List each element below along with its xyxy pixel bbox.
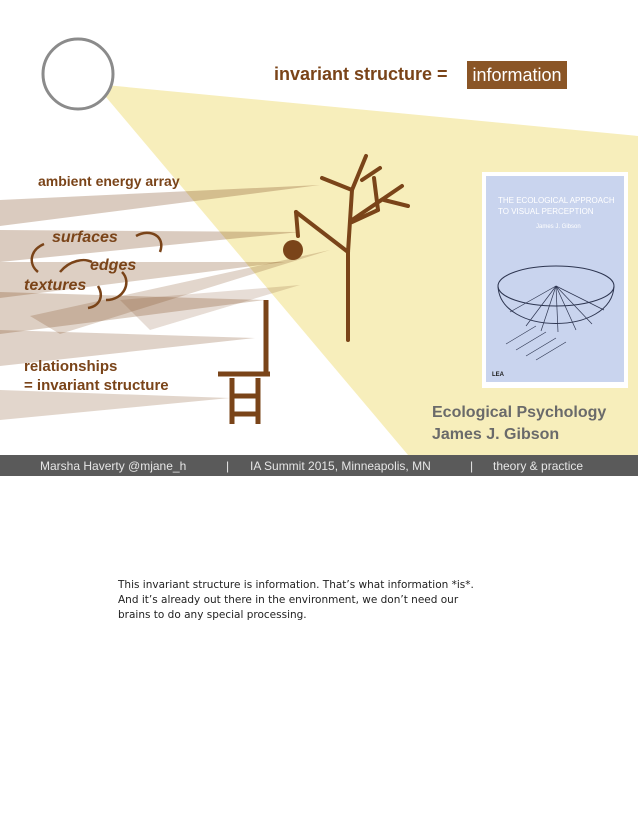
notes-line: brains to do any special processing. <box>118 609 307 621</box>
book-author: James J. Gibson <box>536 224 581 230</box>
footer-conference: IA Summit 2015, Minneapolis, MN <box>250 459 431 473</box>
chair-icon <box>218 300 270 424</box>
fruit-icon <box>283 240 303 260</box>
notes-line: And it’s already out there in the environment, we don’t need our <box>118 594 459 606</box>
footer-separator: | <box>226 459 230 473</box>
footer-separator: | <box>470 459 474 473</box>
footer-bar <box>0 455 638 476</box>
book-title-line1: THE ECOLOGICAL APPROACH <box>498 196 615 205</box>
observer-circle-icon <box>43 39 113 109</box>
book-cover-image <box>482 172 628 388</box>
caption-author: James J. Gibson <box>432 426 560 443</box>
footer-topic: theory & practice <box>493 459 584 473</box>
hemisphere-diagram-icon <box>486 176 624 382</box>
label-surfaces: surfaces <box>52 229 118 246</box>
book-publisher: LEA <box>492 372 504 378</box>
label-ambient-energy: ambient energy array <box>38 173 180 189</box>
title-highlight: information <box>467 61 567 89</box>
notes-line: This invariant structure is information. That’s what information *is*. <box>118 579 474 591</box>
label-invariant-structure: = invariant structure <box>24 377 169 394</box>
label-textures: textures <box>24 277 87 294</box>
label-relationships: relationships <box>24 358 118 375</box>
label-edges: edges <box>90 257 137 274</box>
footer-author: Marsha Haverty @mjane_h <box>40 459 187 473</box>
speaker-notes <box>118 578 538 623</box>
slide-title: invariant structure = <box>274 64 448 84</box>
caption-ecological-psychology: Ecological Psychology <box>432 404 607 421</box>
book-cover <box>486 176 624 382</box>
book-title-line2: TO VISUAL PERCEPTION <box>498 207 594 216</box>
